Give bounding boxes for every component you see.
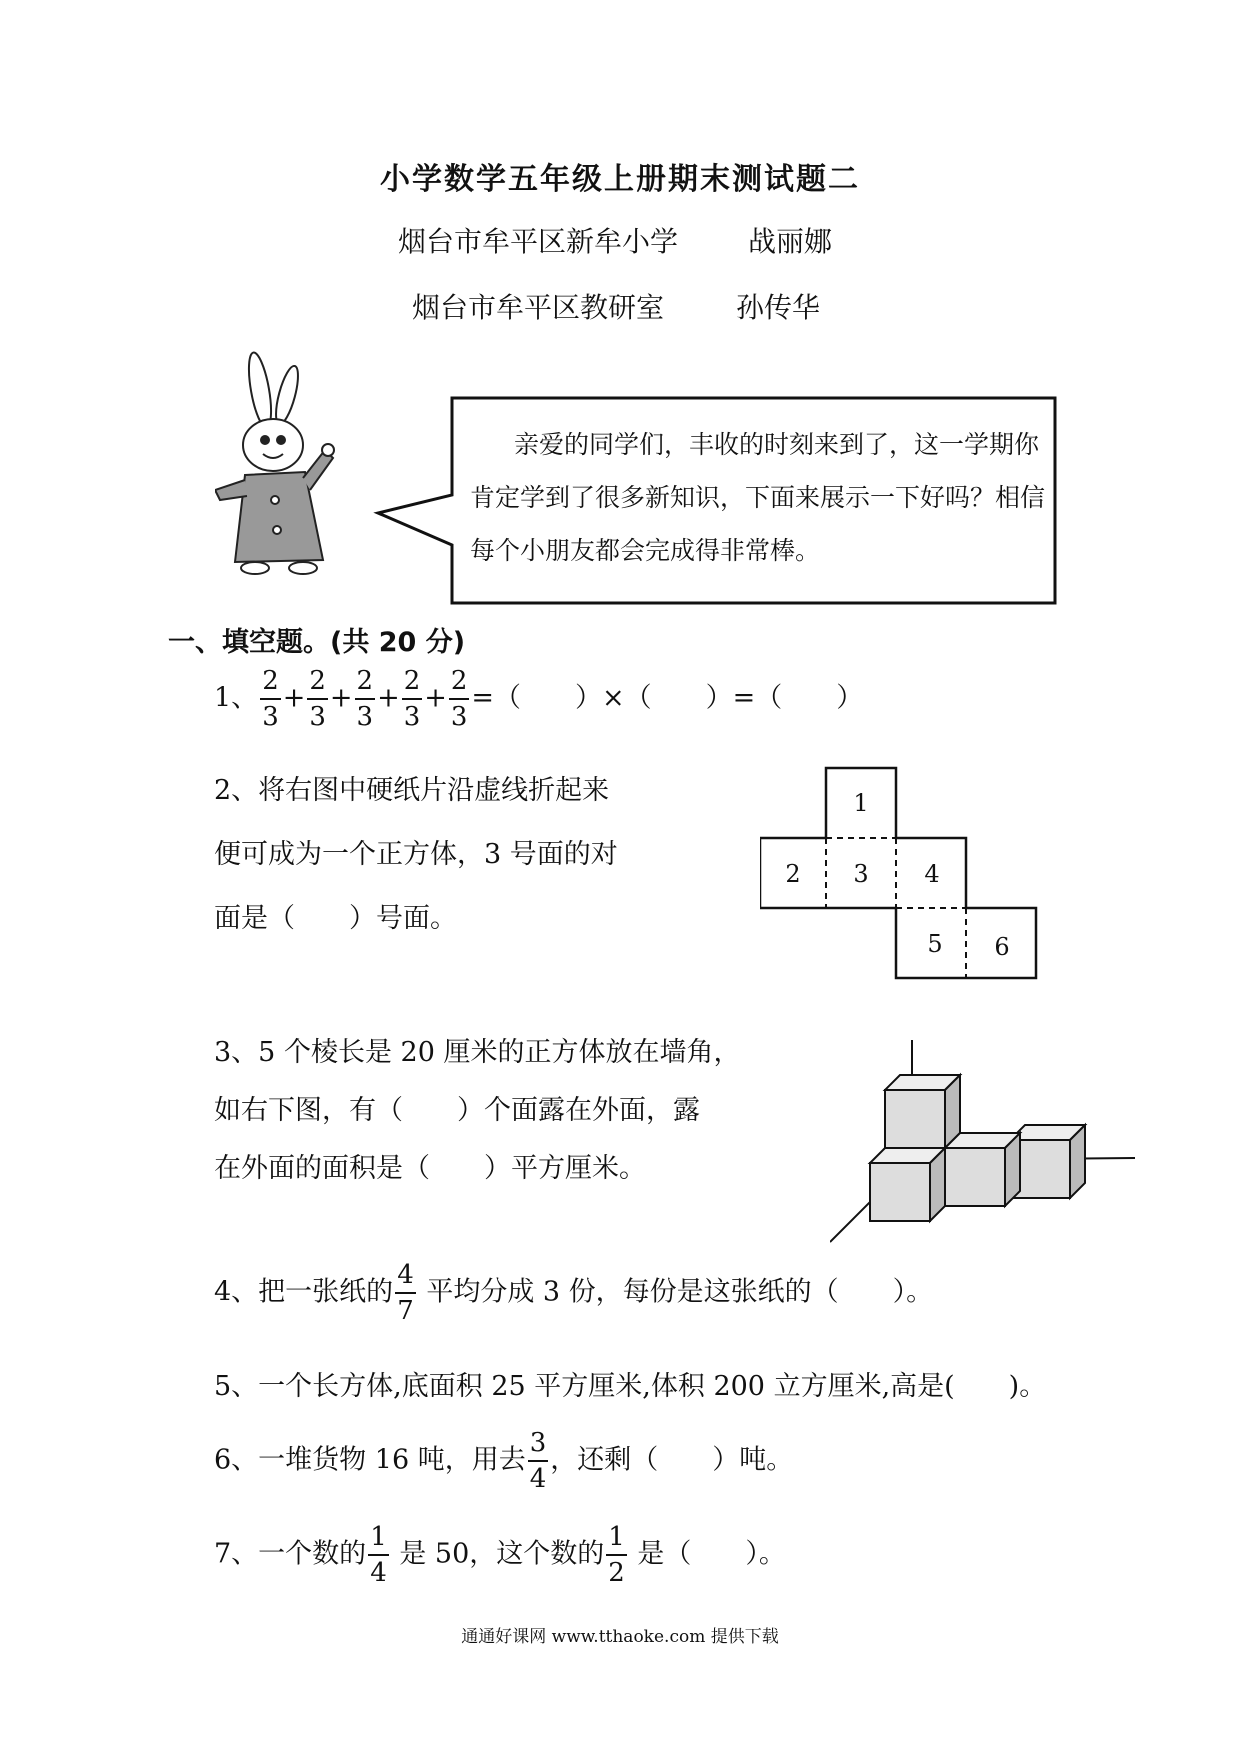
author-org-2: 烟台市牟平区教研室 xyxy=(412,291,665,324)
plus-sign: + xyxy=(377,682,400,714)
author-name-1: 战丽娜 xyxy=(748,225,833,258)
face-label-5: 5 xyxy=(927,930,943,958)
plus-sign: + xyxy=(329,682,353,714)
question-2-line-3: 面是（ ）号面。 xyxy=(214,903,457,934)
question-7 xyxy=(214,1524,786,1586)
face-label-4: 4 xyxy=(924,860,940,888)
intro-line-3: 每个小朋友都会完成得非常棒。 xyxy=(470,536,821,565)
question-3-line-1: 3、5 个棱长是 20 厘米的正方体放在墙角， xyxy=(214,1037,741,1068)
face-label-1: 1 xyxy=(853,789,869,817)
denominator: 7 xyxy=(397,1296,414,1326)
denominator: 3 xyxy=(309,702,326,732)
intro-text xyxy=(470,418,1045,577)
q1-number: 1、 xyxy=(214,682,259,714)
intro-line-2: 肯定学到了很多新知识，下面来展示一下好吗？相信 xyxy=(470,483,1046,512)
cubes-in-corner-diagram xyxy=(830,1040,1140,1250)
question-1 xyxy=(214,668,863,730)
denominator: 3 xyxy=(403,702,421,732)
denominator: 3 xyxy=(356,702,374,732)
q4-text-b: 平均分成 3 份，每份是这张纸的（ ）。 xyxy=(417,1276,934,1308)
numerator: 4 xyxy=(395,1262,416,1294)
numerator: 2 xyxy=(402,668,423,700)
numerator: 2 xyxy=(449,668,470,700)
rabbit-mascot-illustration xyxy=(215,350,355,590)
numerator: 3 xyxy=(528,1430,549,1462)
fraction xyxy=(307,668,328,730)
q6-text-a: 6、一堆货物 16 吨，用去 xyxy=(214,1444,526,1476)
numerator: 1 xyxy=(606,1524,627,1556)
fraction xyxy=(606,1524,627,1586)
face-label-3: 3 xyxy=(853,860,869,888)
denominator: 3 xyxy=(262,702,279,732)
q7-text-c: 是（ ）。 xyxy=(628,1538,786,1570)
question-2-line-2: 便可成为一个正方体，3 号面的对 xyxy=(214,839,618,870)
intro-line-1: 亲爱的同学们，丰收的时刻来到了，这一学期你 xyxy=(514,430,1040,459)
numerator: 1 xyxy=(368,1524,389,1556)
denominator: 4 xyxy=(529,1464,547,1494)
author-name-2: 孙传华 xyxy=(736,291,821,324)
denominator: 2 xyxy=(608,1558,625,1588)
section-heading-fill-in: 一、填空题。(共 20 分) xyxy=(168,627,466,658)
q6-text-b: ，还剩（ ）吨。 xyxy=(550,1444,794,1476)
fraction xyxy=(528,1430,549,1492)
denominator: 4 xyxy=(370,1558,387,1588)
face-label-2: 2 xyxy=(785,860,801,888)
fraction xyxy=(395,1262,416,1324)
fraction xyxy=(355,668,376,730)
footer-source: 通通好课网 www.tthaoke.com 提供下载 xyxy=(461,1627,779,1647)
numerator: 2 xyxy=(260,668,281,700)
fraction xyxy=(260,668,281,730)
question-3-line-2: 如右下图，有（ ）个面露在外面，露 xyxy=(214,1095,700,1126)
q1-answer-blanks: =（ ）×（ ）=（ ） xyxy=(471,682,864,714)
author-org-1: 烟台市牟平区新牟小学 xyxy=(398,225,679,258)
fraction xyxy=(368,1524,389,1586)
fraction xyxy=(449,668,470,730)
q7-text-b: 是 50，这个数的 xyxy=(390,1538,605,1570)
q7-text-a: 7、一个数的 xyxy=(214,1538,367,1570)
question-2-line-1: 2、将右图中硬纸片沿虚线折起来 xyxy=(214,775,610,806)
face-label-6: 6 xyxy=(994,933,1010,961)
denominator: 3 xyxy=(450,702,468,732)
question-4 xyxy=(214,1262,933,1324)
plus-sign: + xyxy=(424,682,447,714)
page-title: 小学数学五年级上册期末测试题二 xyxy=(380,162,860,197)
q4-text-a: 4、把一张纸的 xyxy=(214,1276,394,1308)
question-5: 5、一个长方体,底面积 25 平方厘米,体积 200 立方厘米,高是( )。 xyxy=(214,1371,1047,1402)
numerator: 2 xyxy=(307,668,328,700)
question-6 xyxy=(214,1430,793,1492)
plus-sign: + xyxy=(282,682,306,714)
question-3-line-3: 在外面的面积是（ ）平方厘米。 xyxy=(214,1153,646,1184)
numerator: 2 xyxy=(355,668,376,700)
cube-net-diagram xyxy=(760,765,1050,995)
fraction xyxy=(402,668,423,730)
